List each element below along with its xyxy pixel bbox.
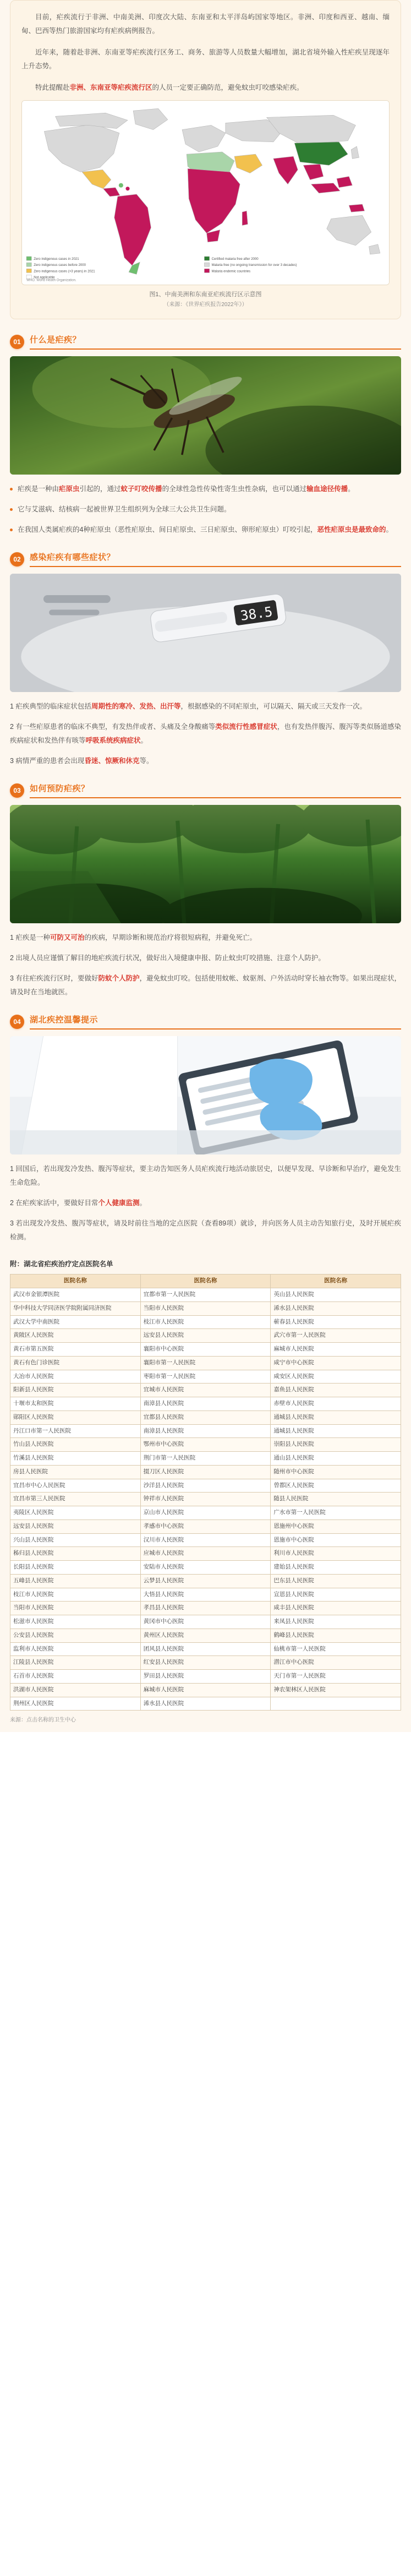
table-source: 来源：点击名称的卫生中心	[10, 1717, 76, 1724]
mosquito-photo	[10, 356, 401, 475]
list-item	[10, 1196, 401, 1210]
table-cell: 长阳县人民医院	[10, 1561, 141, 1575]
table-cell: 宜都县人民医院	[140, 1410, 271, 1424]
table-cell: 罗田县人民医院	[140, 1670, 271, 1684]
table-cell: 郧阳区人民医院	[10, 1410, 141, 1424]
table-cell: 恩施市中心医院	[271, 1533, 401, 1547]
table-row	[10, 1670, 401, 1684]
table-cell: 团风县人民医院	[140, 1642, 271, 1656]
list-item	[10, 700, 401, 714]
section-header-02	[10, 551, 401, 567]
table-cell	[271, 1697, 401, 1711]
table-row	[10, 1642, 401, 1656]
highlight-text: 昏迷、惊厥和休克	[84, 757, 140, 765]
table-cell: 浠水县人民医院	[271, 1301, 401, 1315]
section-body-list	[10, 931, 401, 999]
table-cell: 京山市人民医院	[140, 1506, 271, 1520]
text-run: 的疾病，早期诊断和规范治疗将很短病程，并避免死亡。	[84, 934, 256, 942]
table-cell: 钟祥市人民医院	[140, 1493, 271, 1506]
section-title: 感染疟疾有哪些症状？	[30, 553, 116, 563]
table-cell: 麻城市人民医院	[271, 1343, 401, 1357]
legend-swatch	[204, 257, 209, 260]
text-run: 2 在疟疾家活中，要做好目常	[10, 1199, 98, 1207]
intro-paragraph-1	[21, 10, 390, 38]
table-row	[10, 1356, 401, 1370]
section-number-badge: 02	[10, 552, 24, 567]
table-cell: 黄陂区人民医院	[10, 1329, 141, 1343]
table-cell: 五峰县人民医院	[10, 1574, 141, 1588]
table-cell: 黄州区人民医院	[140, 1629, 271, 1642]
table-row	[10, 1384, 401, 1397]
table-row	[10, 1301, 401, 1315]
table-cell: 荆州区人民医院	[10, 1697, 141, 1711]
table-cell: 夷陵区人民医院	[10, 1506, 141, 1520]
table-cell: 襄阳市中心医院	[140, 1343, 271, 1357]
text-run: 。	[386, 526, 393, 534]
table-row	[10, 1452, 401, 1466]
table-row	[10, 1697, 401, 1711]
table-cell: 通城县人民医院	[271, 1424, 401, 1438]
thermometer-photo	[10, 574, 401, 692]
table-cell: 公安县人民医院	[10, 1629, 141, 1642]
table-cell: 枝江市人民医院	[10, 1588, 141, 1602]
table-cell: 鹤峰县人民医院	[271, 1629, 401, 1642]
table-cell: 随州市中心医院	[271, 1465, 401, 1479]
text-run: 等。	[139, 757, 154, 765]
map-footnote: WHO. World Health Organization.	[26, 279, 76, 282]
list-item	[10, 951, 401, 965]
text-run: 近年来，随着赴非洲、东南亚等疟疾流行区务工、商务、旅游等人员数量大幅增加，湖北省境外输入性疟疾呈现逐年上升态势。	[21, 48, 390, 70]
legend-swatch	[26, 275, 31, 279]
list-item	[10, 482, 401, 496]
highlight-text: 个人健康监测	[98, 1199, 140, 1207]
table-cell: 宜昌市第三人民医院	[10, 1493, 141, 1506]
highlight-text: 周期性的寒冷、发热、出汗等	[91, 702, 181, 711]
legend-label: Not applicable	[34, 276, 55, 280]
legend-label: Malaria free (no ongoing transmission for over 3 decades)	[211, 264, 297, 268]
table-row	[10, 1629, 401, 1642]
table-cell: 宜都市第一人民医院	[140, 1288, 271, 1302]
table-cell: 巴东县人民医院	[271, 1574, 401, 1588]
text-run: 在我国人类属疟疾的4种疟原虫（恶性疟原虫、间日疟原虫、三日疟原虫、卵形疟原虫）叮咬引起，	[18, 526, 317, 534]
table-row	[10, 1397, 401, 1411]
highlight-text: 防蚊个人防护	[98, 974, 140, 983]
table-row	[10, 1479, 401, 1493]
text-run: ，也有发热伴腹泻、腹泻等类似肠道感染疾病症状和发热伴有咳等	[10, 723, 401, 745]
table-cell: 远安县人民医院	[140, 1329, 271, 1343]
table-cell: 宜昌市中心人民医院	[10, 1479, 141, 1493]
table-row	[10, 1288, 401, 1302]
table-cell: 应城市人民医院	[140, 1547, 271, 1561]
section-title: 如何预防疟疾？	[30, 784, 90, 794]
legend-label: Zero indigenous cases in 2021	[34, 258, 79, 262]
highlight-text: 可防又可治	[50, 934, 85, 942]
table-cell: 竹溪县人民医院	[10, 1452, 141, 1466]
table-cell: 恩施州中心医院	[271, 1520, 401, 1533]
table-cell: 掇刀区人民医院	[140, 1465, 271, 1479]
section-body-list	[10, 1162, 401, 1244]
table-cell: 黄石市第五医院	[10, 1343, 141, 1357]
section-title-box	[30, 551, 401, 567]
legend-swatch	[26, 269, 31, 273]
hospital-table-body	[10, 1288, 401, 1711]
text-run: 。	[140, 737, 148, 745]
table-cell: 十堰市太和医院	[10, 1397, 141, 1411]
table-row	[10, 1343, 401, 1357]
table-row	[10, 1329, 401, 1343]
table-cell: 嘉鱼县人民医院	[271, 1384, 401, 1397]
legend-label: Zero indigenous cases (>3 years) in 2021	[34, 270, 95, 274]
table-row	[10, 1410, 401, 1424]
legend-label: Malaria endemic countries	[211, 270, 251, 274]
highlight-text: 非洲、东南亚等疟疾流行区	[69, 84, 152, 91]
table-cell: 红安县人民医院	[140, 1656, 271, 1670]
table-cell: 来凤县人民医院	[271, 1615, 401, 1629]
table-cell: 武穴市第一人民医院	[271, 1329, 401, 1343]
table-row	[10, 1465, 401, 1479]
table-cell: 云梦县人民医院	[140, 1574, 271, 1588]
table-row	[10, 1520, 401, 1533]
table-row	[10, 1683, 401, 1697]
section-title-box	[30, 334, 401, 350]
table-header-cell: 医院名称	[140, 1275, 271, 1288]
highlight-text: 蚊子叮咬传播	[120, 485, 162, 493]
list-item	[10, 720, 401, 748]
section-title-box	[30, 782, 401, 798]
table-row	[10, 1561, 401, 1575]
table-cell: 随县人民医院	[271, 1493, 401, 1506]
table-row	[10, 1547, 401, 1561]
section-header-03	[10, 782, 401, 798]
doctor-tablet-photo	[10, 1036, 401, 1154]
text-run: 引起的，通过	[79, 485, 121, 493]
section-number-badge: 01	[10, 335, 24, 349]
table-cell: 宣恩县人民医院	[271, 1588, 401, 1602]
table-cell: 广水市第一人民医院	[271, 1506, 401, 1520]
highlight-text: 类似流行性感冒症状	[215, 723, 277, 731]
section-title: 什么是疟疾？	[30, 335, 81, 345]
table-cell: 兴山县人民医院	[10, 1533, 141, 1547]
text-run: ，根据感染的不同疟原虫，可以隔天、隔天或三天发作一次。	[180, 702, 366, 711]
text-run: 的人员一定要正确防范，避免蚊虫叮咬感染疟疾。	[152, 84, 304, 91]
section-header-04	[10, 1014, 401, 1030]
sections-container	[0, 334, 411, 1244]
text-run: 目前，疟疾流行于非洲、中南美洲、印度次大陆、东南亚和太平洋岛屿国家等地区。非洲、印度和西亚、越南、缅甸、巴西等热门旅游国家均有疟疾病例报告。	[21, 13, 390, 35]
section-body-list	[10, 482, 401, 537]
legend-swatch	[26, 263, 31, 266]
section-number-badge: 04	[10, 1015, 24, 1029]
table-cell: 黄冈市中心医院	[140, 1615, 271, 1629]
table-cell: 当阳市人民医院	[140, 1301, 271, 1315]
text-run: 2 出境人员应谨慎了解目的地疟疾流行状况，做好出入境健康申报、防止蚊虫叮咬措施、注意个人防护。	[10, 954, 325, 962]
table-cell: 崇阳县人民医院	[271, 1438, 401, 1452]
malaria-map-figure	[21, 100, 390, 285]
table-cell: 蕲春县人民医院	[271, 1315, 401, 1329]
table-cell: 远安县人民医院	[10, 1520, 141, 1533]
table-header-cell: 医院名称	[10, 1275, 141, 1288]
table-cell: 监利市人民医院	[10, 1642, 141, 1656]
table-cell: 仙桃市第一人民医院	[271, 1642, 401, 1656]
table-cell: 鄂州市中心医院	[140, 1438, 271, 1452]
text-run: 1 回国后，若出现发冷发热、腹泻等症状，要主动告知医务人员疟疾流行地活动旅居史，以便早发现、早诊断和早治疗，避免发生生命危险。	[10, 1165, 401, 1187]
table-cell: 大冶市人民医院	[10, 1370, 141, 1384]
table-cell: 英山县人民医院	[271, 1288, 401, 1302]
rainforest-photo	[10, 805, 401, 923]
table-cell: 丹江口市第一人民医院	[10, 1424, 141, 1438]
table-cell: 咸丰县人民医院	[271, 1602, 401, 1615]
table-cell: 江陵县人民医院	[10, 1656, 141, 1670]
section-body-list	[10, 700, 401, 768]
table-cell: 洪湖市人民医院	[10, 1683, 141, 1697]
map-caption-source: （来源：《世界疟疾报告2022年》）	[163, 302, 248, 308]
table-cell: 孝感市中心医院	[140, 1520, 271, 1533]
table-cell: 石首市人民医院	[10, 1670, 141, 1684]
text-run: 。	[348, 485, 355, 493]
table-cell: 武汉市金银潭医院	[10, 1288, 141, 1302]
text-run: ，避免蚊虫叮咬。包括使用蚊帐、蚊驱剂、户外活动时穿长袖衣物等。如果出现症状，请及时在当地就医。	[10, 974, 401, 996]
table-cell: 襄阳市第一人民医院	[140, 1356, 271, 1370]
svg-text:38.5: 38.5	[239, 603, 274, 624]
table-cell: 南漳县人民医院	[140, 1424, 271, 1438]
table-cell: 大悟县人民医院	[140, 1588, 271, 1602]
table-cell: 潜江市中心医院	[271, 1656, 401, 1670]
table-cell: 神农架林区人民医院	[271, 1683, 401, 1697]
table-row	[10, 1602, 401, 1615]
section-number-badge: 03	[10, 783, 24, 798]
table-row	[10, 1370, 401, 1384]
section-title: 湖北疾控温馨提示	[30, 1015, 98, 1025]
table-cell: 孝昌县人民医院	[140, 1602, 271, 1615]
table-title: 附：湖北省疟疾治疗定点医院名单	[10, 1260, 113, 1268]
table-row	[10, 1588, 401, 1602]
intro-paragraph-2	[21, 46, 390, 73]
list-item	[10, 503, 401, 516]
list-item	[10, 1217, 401, 1244]
list-item	[10, 523, 401, 537]
text-run: 1 疟疾典型的临床症状包括	[10, 702, 91, 711]
table-cell: 沙洋县人民医院	[140, 1479, 271, 1493]
table-cell: 天门市第一人民医院	[271, 1670, 401, 1684]
table-row	[10, 1315, 401, 1329]
section-header-01	[10, 334, 401, 350]
section-title-box	[30, 1014, 401, 1030]
table-cell: 曾都区人民医院	[271, 1479, 401, 1493]
table-row	[10, 1506, 401, 1520]
legend-swatch	[26, 257, 31, 260]
text-run: 3 若出现发冷发热、腹泻等症状，请及时前往当地的定点医院（查看89项）就诊，并向医务人员主动告知旅行史，及时开展疟疾检测。	[10, 1219, 401, 1241]
table-cell: 麻城市人民医院	[140, 1683, 271, 1697]
table-cell: 浠水县人民医院	[140, 1697, 271, 1711]
table-cell: 安陆市人民医院	[140, 1561, 271, 1575]
table-row	[10, 1424, 401, 1438]
legend-swatch	[204, 263, 209, 266]
legend-label: Certified malaria free after 2000	[211, 258, 259, 262]
table-row	[10, 1656, 401, 1670]
table-cell: 咸宁市中心医院	[271, 1356, 401, 1370]
intro-paragraph-3	[21, 81, 390, 95]
table-cell: 当阳市人民医院	[10, 1602, 141, 1615]
text-run: 1 疟疾是一种	[10, 934, 50, 942]
table-cell: 宜城市人民医院	[140, 1384, 271, 1397]
table-cell: 秭归县人民医院	[10, 1547, 141, 1561]
intro-paragraphs	[21, 10, 390, 95]
table-cell: 华中科技大学同济医学院附属同济医院	[10, 1301, 141, 1315]
list-item	[10, 1162, 401, 1190]
table-row	[10, 1533, 401, 1547]
world-malaria-map	[22, 101, 389, 285]
map-caption-text: 图1、中南美洲和东南亚疟疾流行区示意图	[149, 291, 262, 298]
table-row	[10, 1574, 401, 1588]
legend-label: Zero indigenous cases before 2000	[34, 264, 86, 268]
table-cell: 武汉大学中南医院	[10, 1315, 141, 1329]
table-cell: 汉川市人民医院	[140, 1533, 271, 1547]
table-cell: 建始县人民医院	[271, 1561, 401, 1575]
table-cell: 枝江市人民医院	[140, 1315, 271, 1329]
list-item	[10, 972, 401, 999]
table-cell: 房县人民医院	[10, 1465, 141, 1479]
table-cell: 黄石有色门诊医院	[10, 1356, 141, 1370]
table-row	[10, 1438, 401, 1452]
intro-block	[10, 0, 401, 319]
map-caption	[21, 290, 390, 311]
table-cell: 阳新县人民医院	[10, 1384, 141, 1397]
highlight-text: 输血途径传播	[306, 485, 348, 493]
table-row	[10, 1615, 401, 1629]
table-header-row	[10, 1275, 401, 1288]
table-cell: 赤壁市人民医院	[271, 1397, 401, 1411]
table-cell: 南漳县人民医院	[140, 1397, 271, 1411]
text-run: 的全球性急性传染性寄生虫性杂病，也可以通过	[162, 485, 307, 493]
table-cell: 咸安区人民医院	[271, 1370, 401, 1384]
legend-swatch	[204, 269, 209, 273]
highlight-text: 恶性疟原虫是最致命的	[317, 526, 386, 534]
table-cell: 枣阳市第一人民医院	[140, 1370, 271, 1384]
table-cell: 竹山县人民医院	[10, 1438, 141, 1452]
hospital-table-head	[10, 1275, 401, 1288]
table-cell: 通城县人民医院	[271, 1410, 401, 1424]
list-item	[10, 754, 401, 768]
table-cell: 松滋市人民医院	[10, 1615, 141, 1629]
text-run: 3 有往疟疾流行区时，要做好	[10, 974, 98, 983]
list-item	[10, 931, 401, 945]
hospital-table	[10, 1274, 401, 1711]
table-row	[10, 1493, 401, 1506]
highlight-text: 疟原虫	[59, 485, 80, 493]
text-run: 。	[139, 1199, 146, 1207]
table-cell: 荆门市第一人民医院	[140, 1452, 271, 1466]
table-header-cell: 医院名称	[271, 1275, 401, 1288]
highlight-text: 呼吸系统疾病症状	[85, 737, 141, 745]
text-run: 特此提醒赴	[35, 84, 70, 91]
text-run: 3 病情严重的患者会出现	[10, 757, 85, 765]
text-run: 2 有一些疟原患者的临床不典型，有发热伴或者、头痛及全身酸痛等	[10, 723, 216, 731]
table-cell: 通山县人民医院	[271, 1452, 401, 1466]
text-run: 它与艾滋病、结核病一起被世界卫生组织列为全球三大公共卫生问题。	[18, 505, 231, 514]
table-cell: 利川市人民医院	[271, 1547, 401, 1561]
text-run: 疟疾是一种由	[18, 485, 59, 493]
